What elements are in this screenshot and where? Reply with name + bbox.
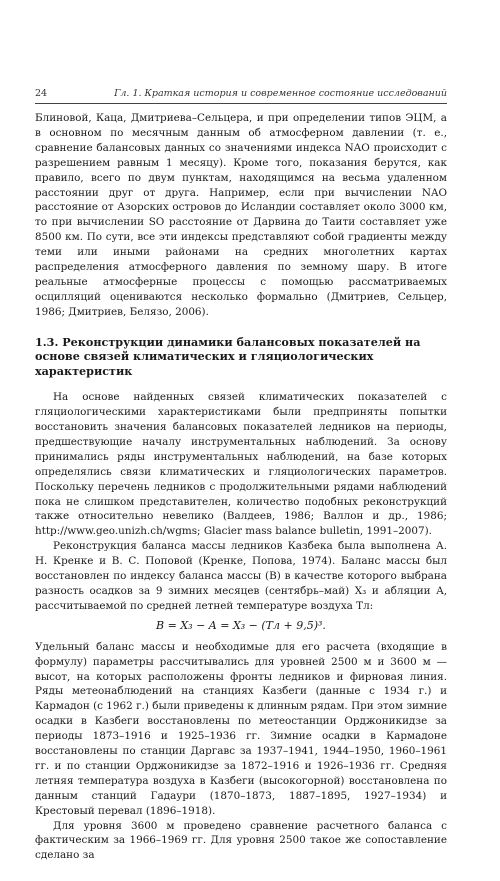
paragraph-4: Удельный баланс массы и необходимые для его расчета (входящие в формулу) параметры рассчитывались для уровней 2500 м и 3600 м — высот, на которых расположены фронты ледников и фирновая линия. Ряды метеонаблюдений на станциях Казбеги (данные с 1934 г.) и Кармадон (с 1962 г.) были приведены к длинным рядам. При этом зимние осадки в Казбеги восстановлены по метеостанции Орджоникидзе за периоды 1873–1916 и 1925–1936 гг. Зимние осадки в Кармадоне восстановлены по станции Даргавс за 1937–1941, 1944–1950, 1960–1961 гг. и по станции Орджоникидзе за 1872–1916 и 1926–1936 гг. Средняя летняя температура воздуха в Казбеги (высокогорной) восстановлена по данным станций Гадаури (1870–1873, 1887–1895, 1927–1934) и Крестовый перевал (1896–1918). xyxy=(35,640,447,817)
paragraph-3: Реконструкция баланса массы ледников Казбека была выполнена А. Н. Кренке и В. С. Поповой (Кренке, Попова, 1974). Баланс массы был восстановлен по индексу баланса массы (B) в качестве которого выбрана разность осадков за 9 зимних месяцев (сентябрь–май) X₃ и абляции A, рассчитываемой по средней летней температуре воздуха Tл: xyxy=(35,540,447,612)
paragraph-5: Для уровня 3600 м проведено сравнение расчетного баланса с фактическим за 1966–1969 гг. Для уровня 2500 такое же сопоставление сделано за xyxy=(35,819,447,862)
paragraph-2: На основе найденных связей климатических показателей с гляциологическими характеристиками были предприняты попытки восстановить значения балансовых показателей ледников на периоды, предшествующие началу инструментальных наблюдений. За основу принимались ряды инструментальных наблюдений, на базе которых определялись связи климатических и гляциологических параметров. Поскольку перечень ледников с продолжительными рядами наблюдений пока не слишком представителен, количество подобных реконструкций также относительно невелико (Валдеев, 1986; Валлон и др., 1986; http://www.geo.unizh.ch/wgms; Glacier mass balance bulletin, 1991–2007). xyxy=(35,391,447,538)
running-head xyxy=(35,88,447,99)
section-heading: 1.3. Реконструкции динамики балансовых показателей на основе связей климатических и гляциологических характеристик xyxy=(35,334,421,378)
header-rule xyxy=(35,103,447,104)
running-title: Гл. 1. Краткая история и современное состояние исследований xyxy=(114,88,447,99)
page-number: 24 xyxy=(35,88,48,99)
paragraph-1: Блиновой, Каца, Дмитриева–Сельцера, и при определении типов ЭЦМ, а в основном по месячным данным об атмосферном давлении (т. е., сравнение балансовых данных со значениями индекса NAO происходит с разрешением равным 1 месяцу). Кроме того, показания берутся, как правило, всего по двум пунктам, находящимся на весьма удаленном расстоянии друг от друга. Например, если при вычислении NAO расстояние от Азорских островов до Исландии составляет около 3000 км, то при вычислении SO расстояние от Дарвина до Таити составляет уже 8500 км. По сути, все эти индексы представляют собой градиенты между теми или иными районами на средних многолетних картах распределения атмосферного давления по земному шару. В итоге реальные атмосферные процессы с помощью рассматриваемых осцилляций оцениваются несколько формально (Дмитриев, Сельцер, 1986; Дмитриев, Белязо, 2006). xyxy=(35,112,447,318)
body-text xyxy=(35,111,447,863)
balance-formula: B = X₃ − A = X₃ − (Tл + 9,5)³. xyxy=(156,618,326,632)
